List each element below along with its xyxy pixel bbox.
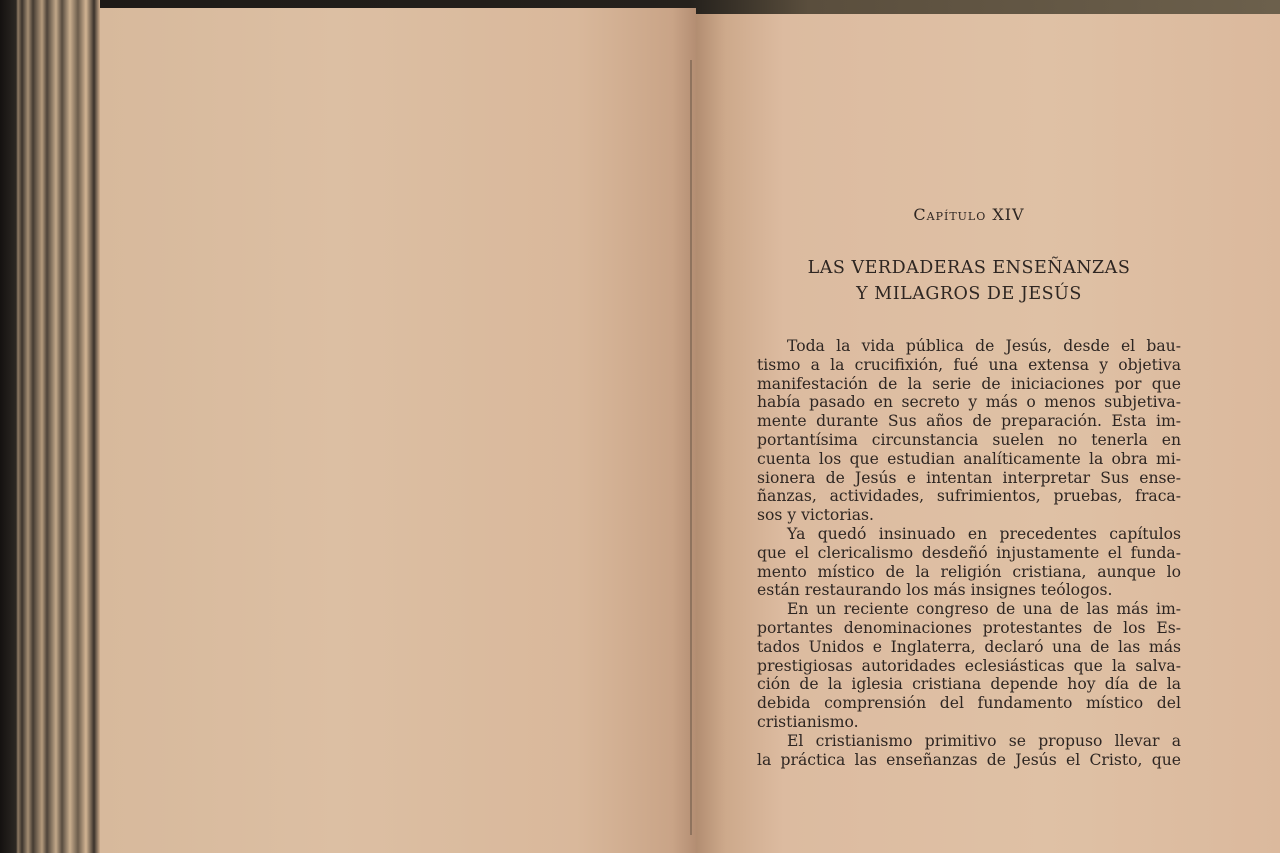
body-text-line: debida comprensión del fundamento místico del [757, 694, 1181, 713]
body-text-line: mento místico de la religión cristiana, aunque lo [757, 562, 1181, 581]
body-text-line: ción de la iglesia cristiana depende hoy día de la [757, 675, 1181, 694]
right-page-text [757, 205, 1181, 769]
body-text-line: manifestación de la serie de iniciaciones por que [757, 374, 1181, 393]
body-text-line: tados Unidos e Inglaterra, declaró una de las más [757, 637, 1181, 656]
chapter-title-line: Y MILAGROS DE JESÚS [856, 284, 1082, 304]
body-text-line: tismo a la crucifixión, fué una extensa y objetiva [757, 355, 1181, 374]
body-text-line: cuenta los que estudian analíticamente la obra mi- [757, 449, 1181, 468]
left-page-blank [100, 8, 696, 853]
body-text-line: portantísima circunstancia suelen no tenerla en [757, 430, 1181, 449]
body-text-line: mente durante Sus años de preparación. Esta im- [757, 412, 1181, 431]
body-text-line: Toda la vida pública de Jesús, desde el bau- [787, 337, 1181, 355]
body-text-line: que el clericalismo desdeñó injustamente el funda- [757, 543, 1181, 562]
body-text-line: El cristianismo primitivo se propuso llevar a [787, 731, 1181, 750]
chapter-label: Capítulo XIV [913, 205, 1025, 224]
book-gutter [690, 60, 692, 835]
body-text-line: la práctica las enseñanzas de Jesús el Cristo, que [757, 750, 1181, 769]
body-text-line: había pasado en secreto y más o menos subjetiva- [757, 393, 1181, 412]
body-text-line: sionera de Jesús e intentan interpretar Sus ense- [757, 468, 1181, 487]
body-text-line: prestigiosas autoridades eclesiásticas que la salva- [757, 656, 1181, 675]
body-text-line: cristianismo. [757, 712, 859, 731]
body-text-line: están restaurando los más insignes teólogos. [757, 581, 1113, 600]
body-text-line: ñanzas, actividades, sufrimientos, pruebas, fraca- [757, 487, 1181, 506]
book-page-edges [0, 0, 100, 853]
chapter-title-line: LAS VERDADERAS ENSEÑANZAS [807, 258, 1131, 278]
chapter-body [757, 337, 1181, 769]
body-text-line: Ya quedó insinuado en precedentes capítulos [787, 524, 1181, 543]
body-text-line: sos y victorias. [757, 506, 874, 525]
body-text-line: portantes denominaciones protestantes de los Es- [757, 618, 1181, 637]
chapter-title [757, 255, 1181, 307]
body-text-line: En un reciente congreso de una de las más im- [787, 600, 1181, 619]
